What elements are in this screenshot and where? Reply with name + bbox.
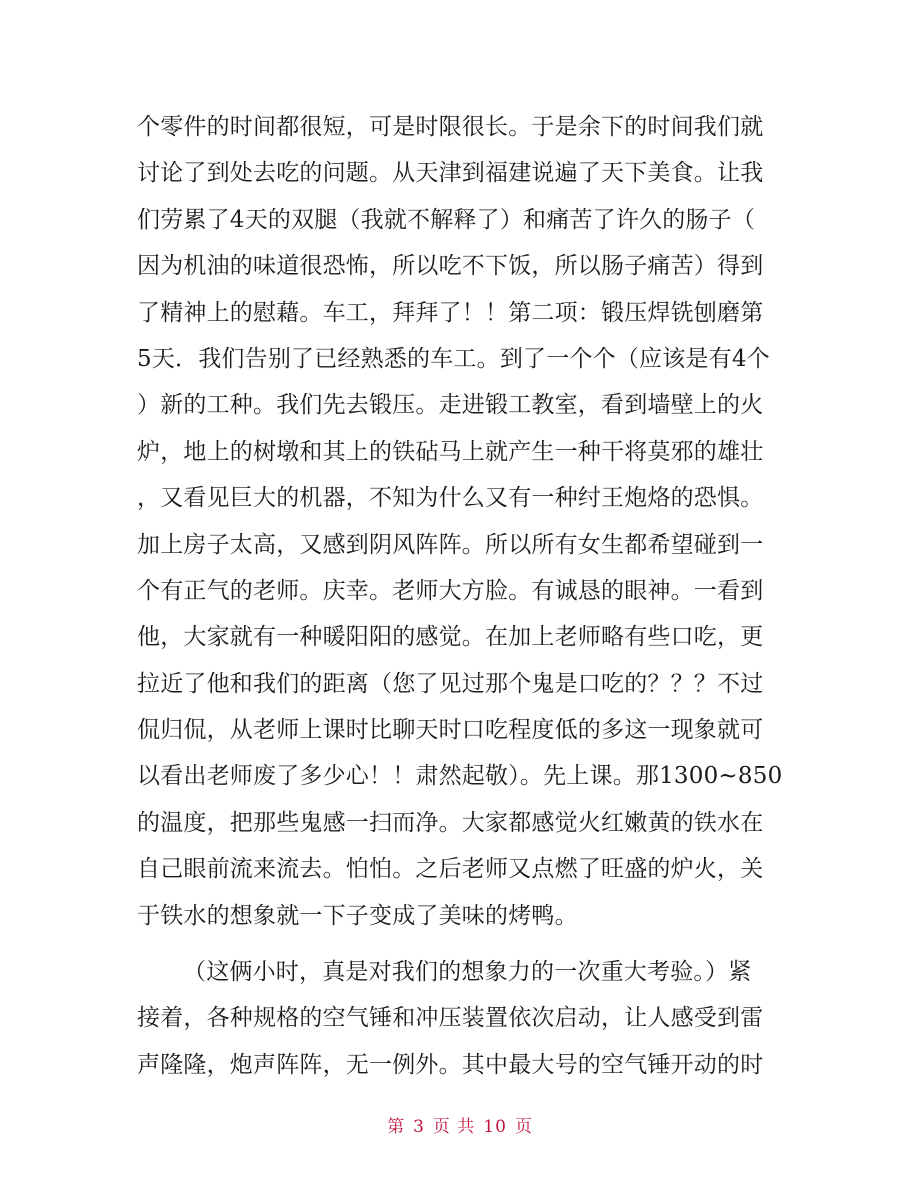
paragraph-2 (137, 949, 787, 1088)
text-line: （这俩小时，真是对我们的想象力的一次重大考验。）紧 (183, 959, 752, 986)
text-line: 讨论了到处去吃的问题。从天津到福建说遍了天下美食。让我 (137, 160, 764, 187)
text-line: 于铁水的想象就一下子变成了美味的烤鸭。 (137, 902, 578, 929)
paragraph-1 (137, 104, 787, 939)
text-line: 接着，各种规格的空气锤和冲压装置依次启动，让人感受到雷 (137, 1005, 764, 1032)
footer-prefix: 第 (387, 1117, 406, 1137)
paragraph-gap (137, 939, 787, 949)
text-line: 他，大家就有一种暖阳阳的感觉。在加上老师略有些口吃，更 (137, 624, 764, 651)
text-line: 的温度，把那些鬼感一扫而净。大家都感觉火红嫩黄的铁水在 (137, 809, 764, 836)
text-line: 声隆隆，炮声阵阵，无一例外。其中最大号的空气锤开动的时 (137, 1051, 764, 1078)
text-line: 5天．我们告别了已经熟悉的车工。到了一个个（应该是有4个 (137, 345, 770, 372)
footer-middle: 页 共 (432, 1117, 476, 1137)
current-page-number: 3 (413, 1117, 425, 1137)
body-text (137, 104, 787, 1088)
page-footer (0, 1112, 920, 1137)
text-line: 以看出老师废了多少心！！肃然起敬）。先上课。那1300~850 (137, 763, 783, 790)
text-line: 因为机油的味道很恐怖，所以吃不下饭，所以肠子痛苦）得到 (137, 253, 764, 280)
text-line: 加上房子太高，又感到阴风阵阵。所以所有女生都希望碰到一 (137, 531, 764, 558)
text-line: 了精神上的慰藉。车工，拜拜了！！第二项：锻压焊铣刨磨第 (137, 299, 764, 326)
text-line: 炉，地上的树墩和其上的铁砧马上就产生一种干将莫邪的雄壮 (137, 438, 764, 465)
text-line: 个有正气的老师。庆幸。老师大方脸。有诚恳的眼神。一看到 (137, 577, 764, 604)
text-line: ）新的工种。我们先去锻压。走进锻工教室，看到墙壁上的火 (137, 392, 764, 419)
text-line: 们劳累了4天的双腿（我就不解释了）和痛苦了许久的肠子（ (137, 206, 756, 233)
text-line: ，又看见巨大的机器，不知为什么又有一种纣王炮烙的恐惧。 (137, 485, 764, 512)
text-line: 拉近了他和我们的距离（您了见过那个鬼是口吃的？？？不过 (137, 670, 764, 697)
footer-suffix: 页 (514, 1117, 533, 1137)
text-line: 个零件的时间都很短，可是时限很长。于是余下的时间我们就 (137, 114, 764, 140)
text-line: 自己眼前流来流去。怕怕。之后老师又点燃了旺盛的炉火，关 (137, 856, 764, 883)
text-line: 侃归侃，从老师上课时比聊天时口吃程度低的多这一现象就可 (137, 717, 764, 744)
total-page-count: 10 (483, 1117, 507, 1137)
